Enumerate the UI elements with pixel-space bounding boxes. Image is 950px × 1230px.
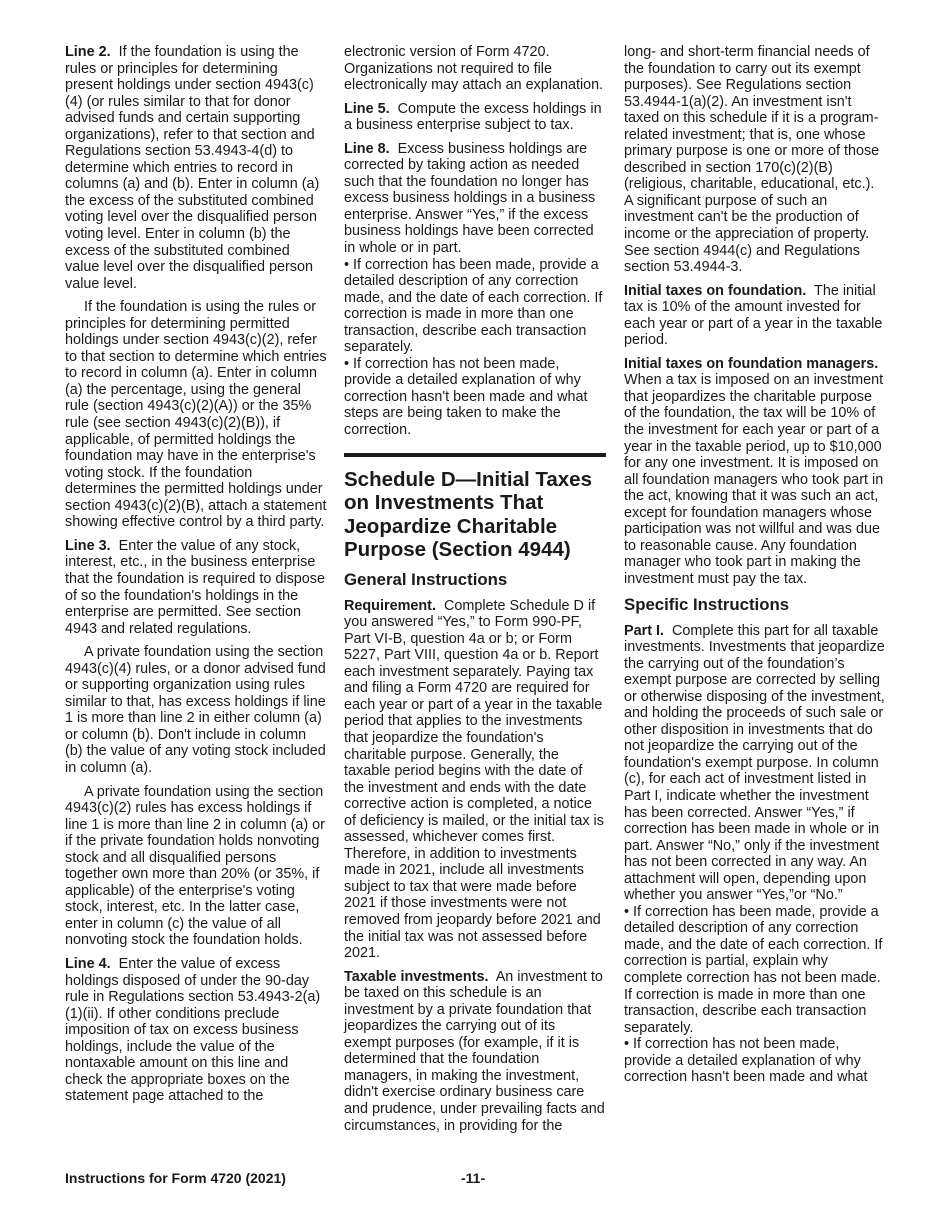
- line4-lead: Line 4.: [65, 955, 111, 972]
- part1-lead: Part I.: [624, 622, 664, 639]
- line5-paragraph: [344, 101, 606, 134]
- line4-text: Enter the value of excess holdings disposed of under the 90-day rule in Regulations section 53.4943-2(a)(1)(ii). If other conditions preclude imposition of tax on excess business holdings, include the value of the nontaxable amount on this line and check the appropriate boxes on the statement page attached to the: [65, 955, 321, 1105]
- general-instructions-heading: General Instructions: [344, 569, 508, 589]
- initial-taxes-managers-text: When a tax is imposed on an investment that jeopardizes the charitable purpose of the foundation, the tax will be 10% of the investment for each year or part of a year in the taxable period, up to $10,000 for any one investment. It is imposed on all foundation managers who took part in the act, knowing that it was such an act, except for foundation managers whose participation was not willful and was due to reasonable cause. Any foundation manager who took part in making the investment must pay the tax.: [624, 372, 884, 587]
- line3-paragraph-2: A private foundation using the section 4943(c)(4) rules, or a donor advised fund or supporting organization using rules similar to that, has excess holdings if line 1 is more than line 2 in either column (a) or column (b). Don't include in column (b) the value of any voting stock included in column (a).: [65, 644, 326, 776]
- continued-paragraph: electronic version of Form 4720. Organizations not required to file electronically may attach an explanation.: [344, 44, 604, 94]
- specific-instructions-heading: Specific Instructions: [624, 594, 790, 614]
- line8-lead: Line 8.: [344, 140, 390, 157]
- bullet-correction-not-made-right: • If correction has not been made, provide a detailed explanation of why correction hasn't been made and what: [624, 1036, 868, 1086]
- footer-page-number: -11-: [461, 1170, 486, 1186]
- initial-taxes-foundation-lead: Initial taxes on foundation.: [624, 282, 807, 299]
- line5-lead: Line 5.: [344, 100, 390, 117]
- part1-paragraph: [624, 623, 886, 904]
- initial-taxes-managers-lead: Initial taxes on foundation managers.: [624, 355, 879, 372]
- initial-taxes-foundation-text: The initial tax is 10% of the amount invested for each year or part of a year in the taxable period.: [624, 282, 883, 349]
- requirement-lead: Requirement.: [344, 597, 436, 614]
- line3-lead: Line 3.: [65, 537, 111, 554]
- column-middle: [344, 44, 606, 1141]
- line5-text: Compute the excess holdings in a business enterprise subject to tax.: [344, 100, 602, 134]
- bullet-correction-made: • If correction has been made, provide a detailed description of any correction made, and the date of each correction. If correction is made in more than one transaction, describe each transaction separately.: [344, 256, 603, 356]
- part1-text: Complete this part for all taxable investments. Investments that jeopardize the carrying out of the foundation’s exempt purpose are corrected by selling or otherwise disposing of the investment, and holding the proceeds of such sale or other disposition in investments that do not jeopardize the carrying out of the foundation's exempt purpose. In column (c), for each act of investment listed in Part I, indicate whether the investment has been corrected. Answer “Yes,” if correction has been made in whole or in part. Answer “No,” only if the investment has not been corrected in any way. An attachment will open, depending upon whether you answer “Yes,”or “No.”: [624, 622, 885, 904]
- line2-paragraph-2: If the foundation is using the rules or principles for determining permitted holdings under section 4943(c)(2), refer to that section to determine which entries to record in column (a). Enter in column (a) the percentage, using the general rule (section 4943(c)(2)(A)) or the 35% rule (see section 4943(c)(2)(B)), if applicable, of permitted holdings the foundation may have in the enterprise's voting stock. If the foundation determines the permitted holdings under section 4943(c)(2)(B), attach a statement showing effective control by a third party.: [65, 299, 327, 531]
- bullet-correction-not-made: • If correction has not been made, provide a detailed explanation of why correction hasn't been made and what steps are being taken to make the correction.: [344, 355, 588, 439]
- line2-text: If the foundation is using the rules or principles for determining present holdings under section 4943(c)(4) (or rules similar to that for donor advised funds and certain supporting organizations), refer to that section and Regulations section 53.4943-4(d) to determine which entries to record in columns (a) and (b). Enter in column (a) the excess of the substituted combined voting level over the disqualified person voting level. Enter in column (b) the excess of the substituted combined value level over the disqualified person value level.: [65, 44, 320, 292]
- continued-paragraph-right: long- and short-term financial needs of the foundation to carry out its exempt purposes). See Regulations section 53.4944-1(a)(2). An investment isn't taxed on this schedule if it is a program-related investment; that is, one whose primary purpose is one or more of those described in section 170(c)(2)(B) (religious, charitable, educational, etc.). A significant purpose of such an investment can't be the production of income or the appreciation of property. See section 4944(c) and Regulations section 53.4944-3.: [624, 44, 880, 276]
- schedule-d-title: Schedule D—Initial Taxes on Investments That Jeopardize Charitable Purpose (Section 4944): [344, 467, 592, 562]
- line3-paragraph-3: A private foundation using the section 4943(c)(2) rules has excess holdings if line 1 is more than line 2 in column (a) or if the private foundation holds nonvoting stock and all disqualified persons together own more than 20% (or 35%, if applicable) of the enterprise's voting stock, interest, etc. In the latter case, enter in column (c) the value of all nonvoting stock the foundation holds.: [65, 783, 325, 949]
- line8-text: Excess business holdings are corrected by taking action as needed such that the foundation no longer has excess business holdings in a business enterprise. Answer “Yes,” if the excess business holdings have been corrected in whole or in part.: [344, 140, 596, 257]
- footer-form-title: Instructions for Form 4720 (2021): [65, 1170, 286, 1186]
- line2-lead: Line 2.: [65, 44, 111, 60]
- taxable-investments-text: An investment to be taxed on this schedule is an investment by a private foundation that jeopardizes the carrying out of its exempt purposes (for example, if it is determined that the foundation managers, in making the investment, didn't exercise ordinary business care and prudence, under prevailing facts and circumstances, in providing for the: [344, 968, 605, 1134]
- requirement-paragraph: [344, 598, 606, 962]
- initial-taxes-managers-paragraph: [624, 356, 886, 588]
- section-divider: [344, 453, 606, 457]
- taxable-investments-paragraph: [344, 969, 606, 1134]
- taxable-investments-lead: Taxable investments.: [344, 968, 489, 985]
- line2-paragraph: [65, 44, 327, 292]
- requirement-text: Complete Schedule D if you answered “Yes,” to Form 990-PF, Part VI-B, question 4a or b; or Form 5227, Part VIII, question 4a or b. Report each investment separately. Paying tax and filing a Form 4720 are required for each year or part of a year in the taxable period that applies to the investments that jeopardize the foundation's charitable purpose. Generally, the taxable period begins with the date of the investment and ends with the date corrective action is completed, a notice of deficiency is mailed, or the initial tax is assessed, whichever comes first. Therefore, in addition to investments made in 2021, include all investments subject to tax that were made before 2021 if those investments were not removed from jeopardy before 2021 and the initial tax was not assessed before 2021.: [344, 597, 604, 962]
- line3-paragraph: [65, 538, 327, 637]
- bullet-correction-made-right: • If correction has been made, provide a detailed description of any correction made, and the date of each correction. If correction is partial, explain why complete correction has not been made. If correction is made in more than one transaction, describe each transaction separately.: [624, 903, 883, 1036]
- line4-paragraph: [65, 956, 327, 1105]
- line3-text: Enter the value of any stock, interest, etc., in the business enterprise that the foundation is required to dispose of so the foundation's holdings in the enterprise are permitted. See section 4943 and related regulations.: [65, 537, 326, 637]
- initial-taxes-foundation-paragraph: [624, 283, 886, 349]
- line8-paragraph: [344, 141, 606, 257]
- column-right: [624, 44, 886, 1086]
- column-left: [65, 44, 327, 1112]
